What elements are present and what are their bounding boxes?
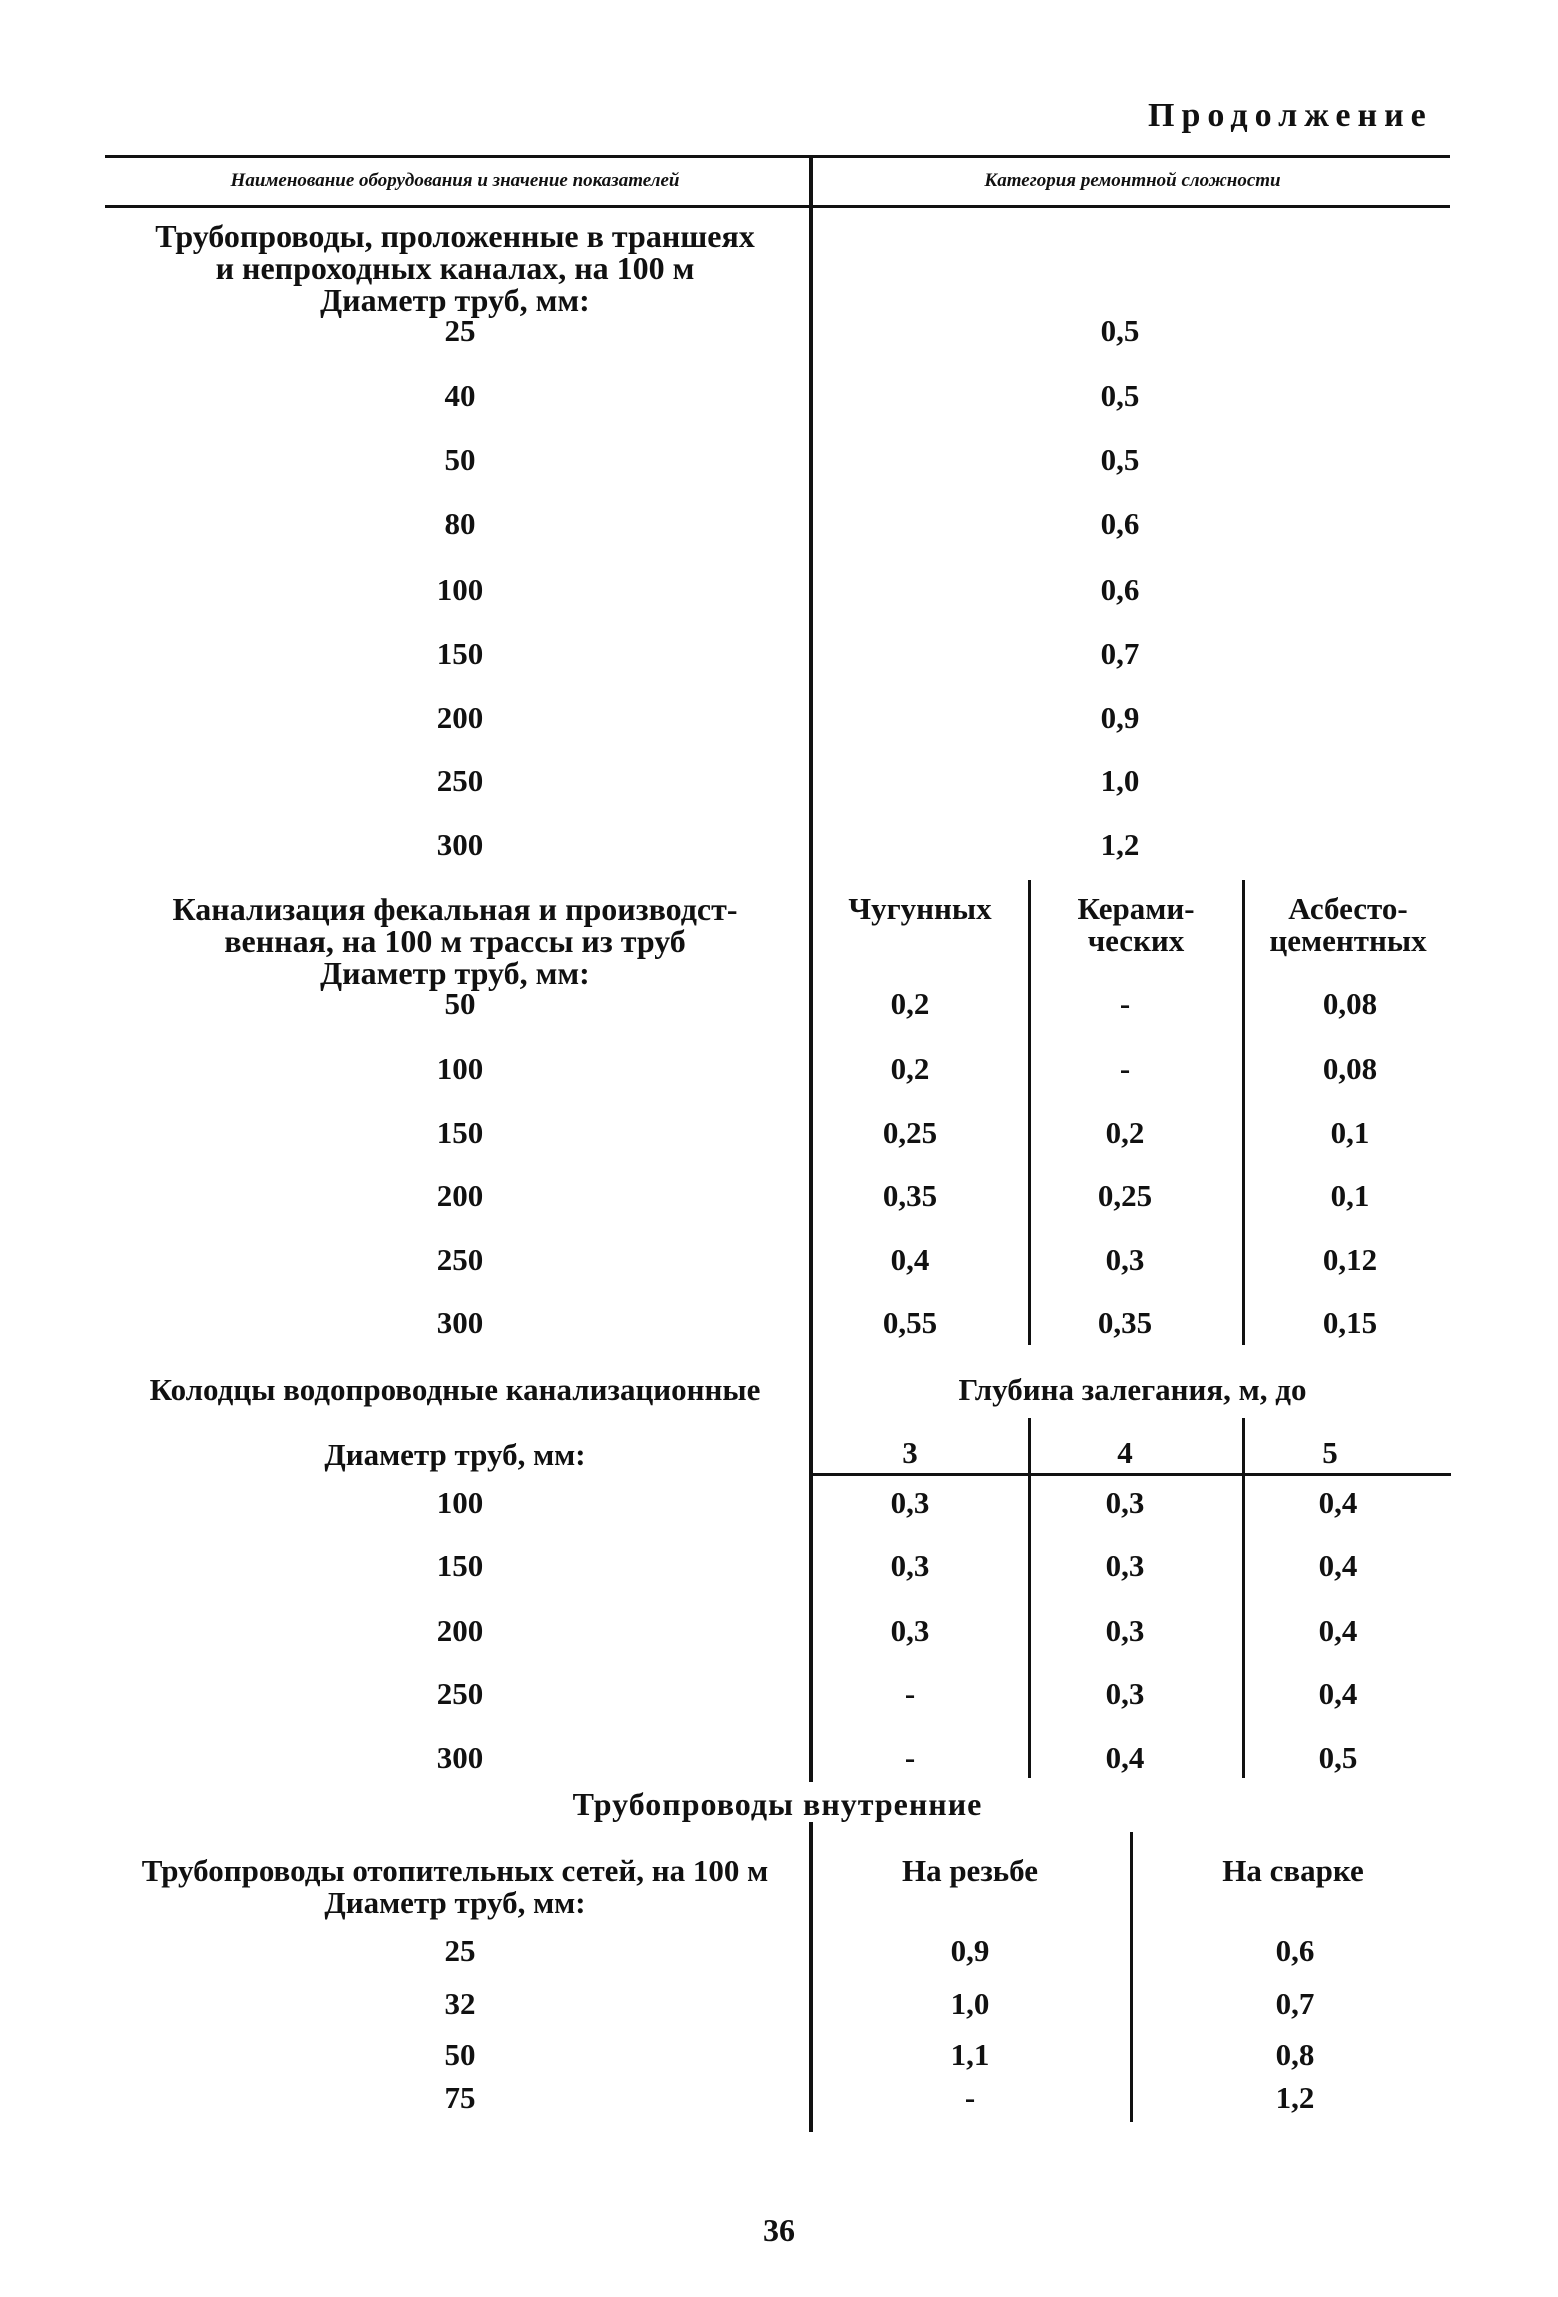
s4-threaded-value: - [964, 2080, 976, 2115]
s3-depth-label: Глубина залегания, м, до [958, 1372, 1307, 1407]
s4-diam-label: Диаметр труб, мм: [324, 1885, 586, 1920]
s4-diameter: 75 [444, 2080, 476, 2115]
s2-diameter: 100 [436, 1051, 484, 1086]
s2-cast-iron: 0,4 [890, 1242, 930, 1277]
s2-diameter: 150 [436, 1115, 484, 1150]
s1-value: 0,7 [1100, 636, 1140, 671]
s1-diameter: 50 [444, 442, 476, 477]
s1-diameter: 250 [436, 763, 484, 798]
s1-diameter: 40 [444, 378, 476, 413]
s2-divider-1 [1028, 880, 1031, 1345]
s4-welded-value: 0,7 [1275, 1986, 1315, 2021]
s3-divider-2 [1242, 1418, 1245, 1778]
s2-cast-iron: 0,55 [882, 1305, 938, 1340]
s2-divider-2 [1242, 880, 1245, 1345]
s2-ceramic: - [1119, 1051, 1131, 1086]
s1-title-line1: Трубопроводы, проложенные в траншеях [155, 218, 755, 254]
s3-depth-3-value: 0,3 [890, 1548, 930, 1583]
s1-diameter: 100 [436, 572, 484, 607]
s1-diameter: 300 [436, 827, 484, 862]
s2-col-ceramic-line2: ческих [1087, 923, 1185, 958]
s2-asbestos: 0,08 [1322, 986, 1378, 1021]
s4-col-welded: На сварке [1222, 1853, 1364, 1888]
s2-diameter: 250 [436, 1242, 484, 1277]
s2-ceramic: 0,2 [1105, 1115, 1145, 1150]
s1-value: 0,9 [1100, 700, 1140, 735]
s4-welded-value: 0,8 [1275, 2037, 1315, 2072]
s3-depth-4-value: 0,3 [1105, 1676, 1145, 1711]
s2-diameter: 50 [444, 986, 476, 1021]
s2-ceramic: - [1119, 986, 1131, 1021]
s2-ceramic: 0,35 [1097, 1305, 1153, 1340]
s4-diameter: 25 [444, 1933, 476, 1968]
s2-cast-iron: 0,2 [890, 986, 930, 1021]
s4-diameter: 32 [444, 1986, 476, 2021]
s2-title-line2: венная, на 100 м трассы из труб [224, 923, 686, 959]
s3-diameter: 150 [436, 1548, 484, 1583]
s1-diameter: 25 [444, 313, 476, 348]
s3-col-depth-5: 5 [1322, 1435, 1338, 1470]
s4-threaded-value: 1,0 [950, 1986, 990, 2021]
s3-depth-4-value: 0,3 [1105, 1613, 1145, 1648]
s2-title-line1: Канализация фекальная и производст- [172, 891, 738, 927]
s3-diameter: 100 [436, 1485, 484, 1520]
s3-subheader-rule [811, 1473, 1451, 1476]
s1-value: 0,5 [1100, 442, 1140, 477]
s1-diameter: 150 [436, 636, 484, 671]
s1-value: 1,2 [1100, 827, 1140, 862]
s3-diameter: 200 [436, 1613, 484, 1648]
s4-title: Трубопроводы отопительных сетей, на 100 м [141, 1853, 769, 1888]
s3-title: Колодцы водопроводные канализационные [149, 1372, 761, 1407]
s4-heading: Трубопроводы внутренние [572, 1786, 983, 1822]
s1-title-line2: и непроходных каналах, на 100 м [215, 250, 695, 286]
s3-divider-1 [1028, 1418, 1031, 1778]
s1-value: 1,0 [1100, 763, 1140, 798]
s2-asbestos: 0,1 [1330, 1115, 1370, 1150]
s1-value: 0,6 [1100, 506, 1140, 541]
s3-depth-5-value: 0,4 [1318, 1548, 1358, 1583]
s3-depth-5-value: 0,4 [1318, 1485, 1358, 1520]
s1-value: 0,6 [1100, 572, 1140, 607]
s2-asbestos: 0,15 [1322, 1305, 1378, 1340]
s2-asbestos: 0,08 [1322, 1051, 1378, 1086]
s2-diam-label: Диаметр труб, мм: [320, 955, 590, 991]
s1-diameter: 80 [444, 506, 476, 541]
s2-col-ceramic-line1: Керами- [1077, 891, 1195, 926]
s3-diameter: 300 [436, 1740, 484, 1775]
s3-depth-3-value: - [904, 1740, 916, 1775]
s2-ceramic: 0,25 [1097, 1178, 1153, 1213]
s3-col-depth-3: 3 [902, 1435, 918, 1470]
s1-diameter: 200 [436, 700, 484, 735]
s4-threaded-value: 1,1 [950, 2037, 990, 2072]
s2-diameter: 200 [436, 1178, 484, 1213]
s4-diameter: 50 [444, 2037, 476, 2072]
s1-value: 0,5 [1100, 313, 1140, 348]
s2-ceramic: 0,3 [1105, 1242, 1145, 1277]
s3-depth-3-value: - [904, 1676, 916, 1711]
s2-col-cast-iron: Чугунных [848, 891, 992, 926]
s4-welded-value: 0,6 [1275, 1933, 1315, 1968]
s3-depth-5-value: 0,4 [1318, 1613, 1358, 1648]
s3-depth-4-value: 0,3 [1105, 1485, 1145, 1520]
s3-depth-5-value: 0,5 [1318, 1740, 1358, 1775]
s2-cast-iron: 0,25 [882, 1115, 938, 1150]
s4-divider [1130, 1832, 1133, 2122]
s2-col-asbestos-line1: Асбесто- [1288, 891, 1408, 926]
s4-column-divider [809, 1822, 813, 2132]
s2-asbestos: 0,12 [1322, 1242, 1378, 1277]
s3-depth-4-value: 0,4 [1105, 1740, 1145, 1775]
s2-cast-iron: 0,35 [882, 1178, 938, 1213]
page-number: 36 [763, 2212, 795, 2248]
s2-asbestos: 0,1 [1330, 1178, 1370, 1213]
top-rule [105, 155, 1450, 158]
header-right: Категория ремонтной сложности [984, 170, 1281, 191]
continuation-label: Продолжение [1148, 97, 1433, 134]
s4-col-threaded: На резьбе [901, 1853, 1039, 1888]
s3-diameter: 250 [436, 1676, 484, 1711]
header-rule [105, 205, 1450, 208]
s2-col-asbestos-line2: цементных [1269, 923, 1427, 958]
s3-col-depth-4: 4 [1117, 1435, 1133, 1470]
s3-depth-3-value: 0,3 [890, 1485, 930, 1520]
s1-value: 0,5 [1100, 378, 1140, 413]
s4-threaded-value: 0,9 [950, 1933, 990, 1968]
s3-depth-4-value: 0,3 [1105, 1548, 1145, 1583]
s4-welded-value: 1,2 [1275, 2080, 1315, 2115]
s1-diam-label: Диаметр труб, мм: [320, 282, 590, 318]
header-left: Наименование оборудования и значение показателей [230, 170, 680, 191]
s2-diameter: 300 [436, 1305, 484, 1340]
s2-cast-iron: 0,2 [890, 1051, 930, 1086]
s3-depth-5-value: 0,4 [1318, 1676, 1358, 1711]
s3-depth-3-value: 0,3 [890, 1613, 930, 1648]
s3-diam-label: Диаметр труб, мм: [324, 1437, 586, 1472]
